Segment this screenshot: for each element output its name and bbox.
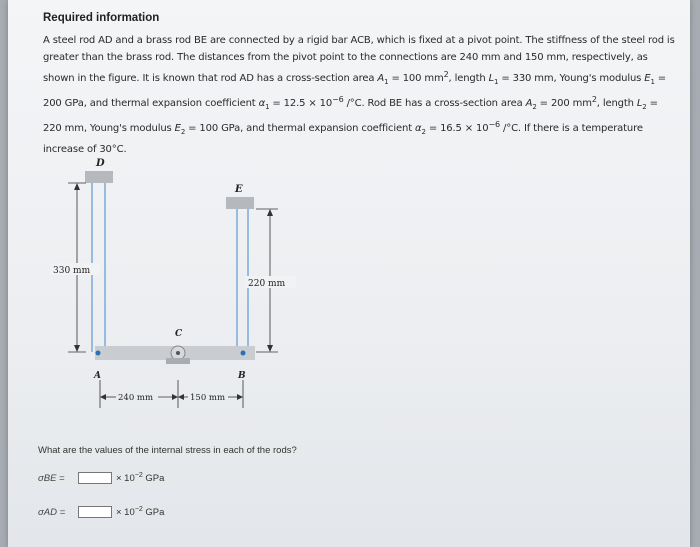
pivot-base	[166, 358, 190, 364]
answer-label-be: σBE =	[38, 472, 65, 484]
label-a: A	[94, 371, 101, 381]
rod-figure	[8, 150, 690, 420]
label-e: E	[235, 184, 243, 195]
label-c: C	[175, 329, 183, 339]
answer-unit-be: × $10^{-2}$ GPa	[116, 472, 165, 484]
label-d: D	[96, 158, 105, 169]
dim-label-ac: 240 mm	[118, 393, 154, 403]
problem-statement: A steel rod AD and a brass rod BE are connected by a rigid bar ACB, which is fixed at a pivot point. The stiffness of the steel rod is greater than the brass rod. The distances from the pivot point to the connections are 240 mm and 150 mm, respectively, as shown in the figure. It is known that rod AD has a cross-section area $A_1 = 100$ $mm^2$, length $L_1 = 330$ mm, Young's modulus $E_1 = 200$ GPa, and thermal expansion coefficient $\alpha_1 = 12.5 \times 10^{-6}$ /°C. Rod BE has a cross-section area $A_2 = 200$ $mm^2$, length $L_2 = 220$ mm, Young's modulus $E_2 = 100$ GPa, and thermal expansion coefficient $\alpha_2 = 16.5 \times 10^{-6}$ /°C. If there is a temperature increase of 30°C.	[43, 35, 675, 155]
dim-label-cb: 150 mm	[190, 393, 226, 403]
pin-a	[96, 351, 101, 356]
length-l2: 220 mm	[43, 123, 84, 134]
answer-input-ad[interactable]	[78, 506, 112, 518]
alpha-1: 12.5 × 10	[283, 98, 333, 109]
pin-b	[241, 351, 246, 356]
area-a1: 100 mm	[402, 73, 444, 84]
length-l1: 330 mm	[512, 73, 554, 84]
exp-1: −6	[332, 95, 344, 104]
modulus-e2: 100 GPa	[199, 123, 241, 134]
answer-unit-ad: × $10^{-2}$ GPa	[116, 506, 165, 518]
modulus-e1: 200 GPa	[43, 98, 84, 109]
dim-label-be: 220 mm	[248, 279, 286, 289]
area-a2: 200 mm	[550, 98, 592, 109]
question-text: What are the values of the internal stress in each of the rods?	[38, 445, 297, 456]
answer-label-ad: σAD =	[38, 506, 66, 518]
problem-sheet	[8, 0, 690, 547]
temperature-sentence: If there is a temperature increase of 30°C.	[43, 123, 643, 155]
intro-text: A steel rod AD and a brass rod BE are connected by a rigid bar ACB, which is fixed at a pivot point. The stiffness of the steel rod is greater than the brass rod. The distances from the pivot point to the connections are 240 mm and 150 mm, respectively, as shown in the figure. It is known that rod AD has a cross-section area	[43, 35, 675, 84]
alpha-2: 16.5	[440, 123, 462, 134]
label-b: B	[238, 371, 246, 381]
support-e	[226, 197, 254, 209]
answer-row-ad	[38, 506, 164, 518]
dim-label-ad: 330 mm	[53, 266, 91, 276]
answer-input-be[interactable]	[78, 472, 112, 484]
answer-row-be	[38, 472, 164, 484]
support-d	[85, 171, 113, 183]
section-title: Required information	[43, 12, 160, 24]
